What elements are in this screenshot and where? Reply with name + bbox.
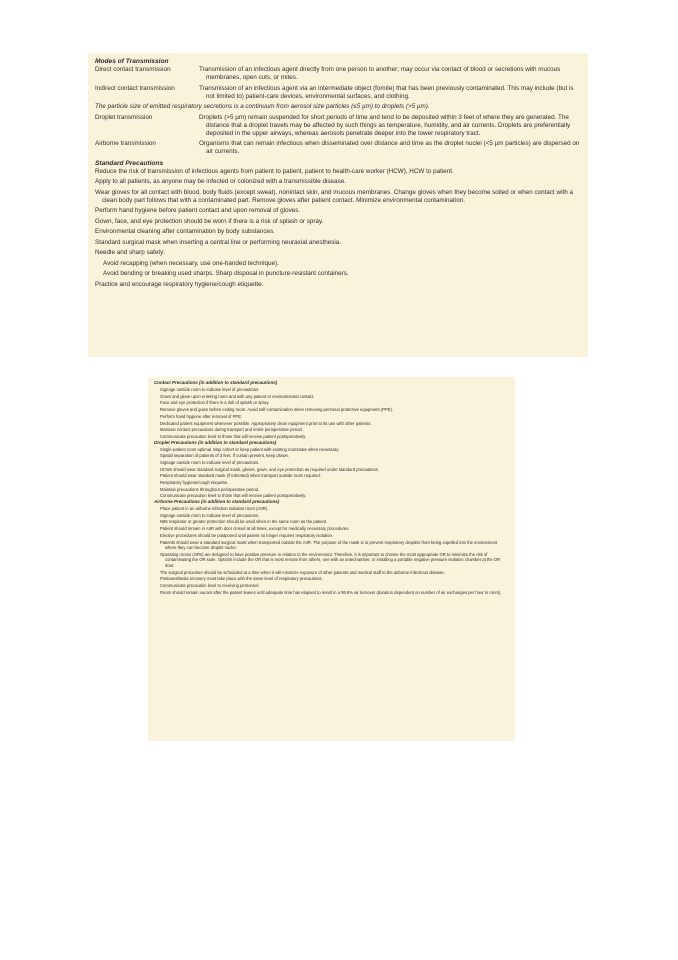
table-row — [95, 140, 581, 156]
list-item: Communicate precaution level to those that will receive patient postoperatively. — [160, 493, 307, 499]
row-term: Direct contact transmission — [95, 66, 171, 73]
list-item: Place patient in an airborne infection isolation room (AIIR). — [160, 506, 269, 512]
row-term: Indirect contact transmission — [95, 84, 175, 92]
list-item: Environmental cleaning after contamination by body substances. — [95, 228, 275, 236]
list-item: The surgical procedure should be scheduled at a time when it will minimize exposure of other patients and medical staff to the airborne infectious disease. — [160, 569, 445, 575]
list-item: Dedicated patient equipment whenever possible. Appropriately clean equipment prior to its use with other patients. — [160, 420, 372, 426]
row-term: Droplet transmission — [95, 113, 153, 121]
list-item: Single-patient room optimal. May cohort or keep patient with existing roommate when necessary. — [160, 446, 340, 452]
row-definition: Organisms that can remain infectious when disseminated over distance and time as the droplet nuclei (<5 µm particles) are dispersed on air currents. — [199, 140, 580, 156]
list-item: Patients should wear a standard surgical mask when transported outside the AIIR. The purpose of the mask is to prevent respiratory droplets from being expelled into the environment where they can become droplet nuclei. — [160, 539, 498, 551]
row-term: Airborne transmission — [95, 140, 156, 148]
list-subitem: Avoid recapping (when necessary, use one-handed technique). — [103, 259, 279, 267]
list-item: Standard surgical mask when inserting a central line or performing neuraxial anesthesia. — [95, 238, 342, 246]
row-definition: Droplets (>5 µm) remain suspended for short periods of time and tend to be deposited within 3 feet of where they are generated. The distance that a droplet travels may be affected by such things as temperature, humidity, and air currents. Droplets are preferentially deposited in the upper airways, whereas aerosols penetrate deeper into the lower respiratory tract. — [199, 113, 571, 137]
list-item: Practice and encourage respiratory hygiene/cough etiquette. — [95, 280, 264, 288]
modes-of-transmission-heading: Modes of Transmission — [95, 58, 169, 65]
list-item: Maintain contact precautions during transport and entire perioperative period. — [160, 427, 303, 433]
list-item: Apply to all patients, as anyone may be infected or colonized with a transmissible disease. — [95, 178, 346, 186]
list-item: Communicate precaution level to those that will receive patient postoperatively. — [160, 433, 307, 439]
particle-size-note: The particle size of emitted respiratory secretions is a continuum from aerosol size particles (≤5 µm) to droplets (>5 µm). — [95, 103, 430, 111]
list-item: Respiratory hygiene/cough etiquette. — [160, 480, 229, 486]
contact-precautions-heading: Contact Precautions (in addition to standard precautions) — [154, 380, 278, 385]
list-item: Perform hand hygiene after removal of PPE. — [160, 413, 243, 419]
list-subitem: Avoid bending or breaking used sharps. Sharp disposal in puncture-resistant containers. — [103, 270, 349, 278]
table-row — [95, 85, 581, 101]
table-row — [95, 66, 581, 82]
list-item: Maintain precautions throughout perioperative period. — [160, 486, 260, 492]
list-item: N95 respirator or greater protection should be used when in the same room as the patient. — [160, 519, 328, 525]
list-item: Operating rooms (ORs) are designed to have positive pressure in relation to the environment. Therefore, it is important to choose the most appropriate OR to minimize the risk of contaminating the OR suite. Options include the OR that is most remote from others, one with an antechamber, or installing a portable negative pressure isolation chamber at the OR door. — [160, 551, 501, 568]
list-item: Spatial separation of patients of 3 feet. If curtain present, keep drawn. — [160, 453, 289, 459]
list-item: Remove gloves and gown before exiting room. Avoid self-contamination when removing personal protective equipment (PPE). — [160, 407, 394, 413]
list-item: Signage outside room to indicate level of precautions. — [160, 459, 260, 465]
list-item: Communicate precaution level to receiving personnel. — [160, 583, 260, 589]
transmission-table — [88, 53, 588, 357]
list-item: Gown and glove upon entering room and with any patient or environmental contact. — [160, 393, 315, 399]
list-item: Patient should wear standard mask (if tolerated) when transport outside room required. — [160, 473, 321, 479]
list-item: HCWs should wear standard surgical mask, gloves, gown, and eye protection as required under standard precautions. — [160, 466, 380, 472]
table-row — [95, 114, 581, 138]
list-item: Face and eye protection if there is a risk of splash or spray. — [160, 400, 270, 406]
list-item: Reduce the risk of transmission of infectious agents from patient to patient, patient to health-care worker (HCW), HCW to patient. — [95, 167, 454, 175]
list-item: Postanesthesia recovery must take place with the same level of respiratory precautions. — [160, 576, 323, 582]
list-item: Room should remain vacant after the patient leaves until adequate time has elapsed to result in a 99.9% air turnover (duration dependent on number of air exchanges per hour in room). — [160, 589, 502, 595]
droplet-precautions-heading: Droplet Precautions (in addition to standard precautions) — [154, 439, 277, 445]
row-definition: Transmission of an infectious agent via an intermediate object (fomite) that has been previously contaminated. This may include (but is not limited to) patient-care devices, environmental surfaces, and clothing. — [199, 84, 574, 100]
list-item: Signage outside room to indicate level of precautions. — [160, 387, 260, 393]
list-item: Wear gloves for all contact with blood, body fluids (except sweat), nonintact skin, and mucous membranes. Change gloves when they become soiled or when contact with a clean body part follows that with a contaminated part. Remove gloves after patient contact. Minimize environmental contamination. — [95, 188, 574, 204]
airborne-precautions-heading: Airborne Precautions (in addition to standard precautions) — [154, 499, 280, 504]
list-item: Patient should remain in AIIR with door closed at all times, except for medically necessary procedures. — [160, 526, 350, 532]
list-item: Elective procedures should be postponed until patient no longer requires respiratory isolation. — [160, 532, 333, 538]
list-item: Signage outside room to indicate level of precautions. — [160, 512, 260, 518]
list-item: Gown, face, and eye protection should be worn if there is a risk of splash or spray. — [95, 217, 324, 225]
list-item: Needle and sharp safety: — [95, 249, 166, 257]
isolation-precautions-table — [148, 377, 515, 741]
row-definition: Transmission of an infectious agent directly from one person to another; may occur via contact of blood or secretions with mucous membranes, open cuts, or mites. — [199, 66, 561, 82]
standard-precautions-heading: Standard Precautions — [95, 159, 164, 167]
list-item: Perform hand hygiene before patient contact and upon removal of gloves. — [95, 207, 301, 215]
